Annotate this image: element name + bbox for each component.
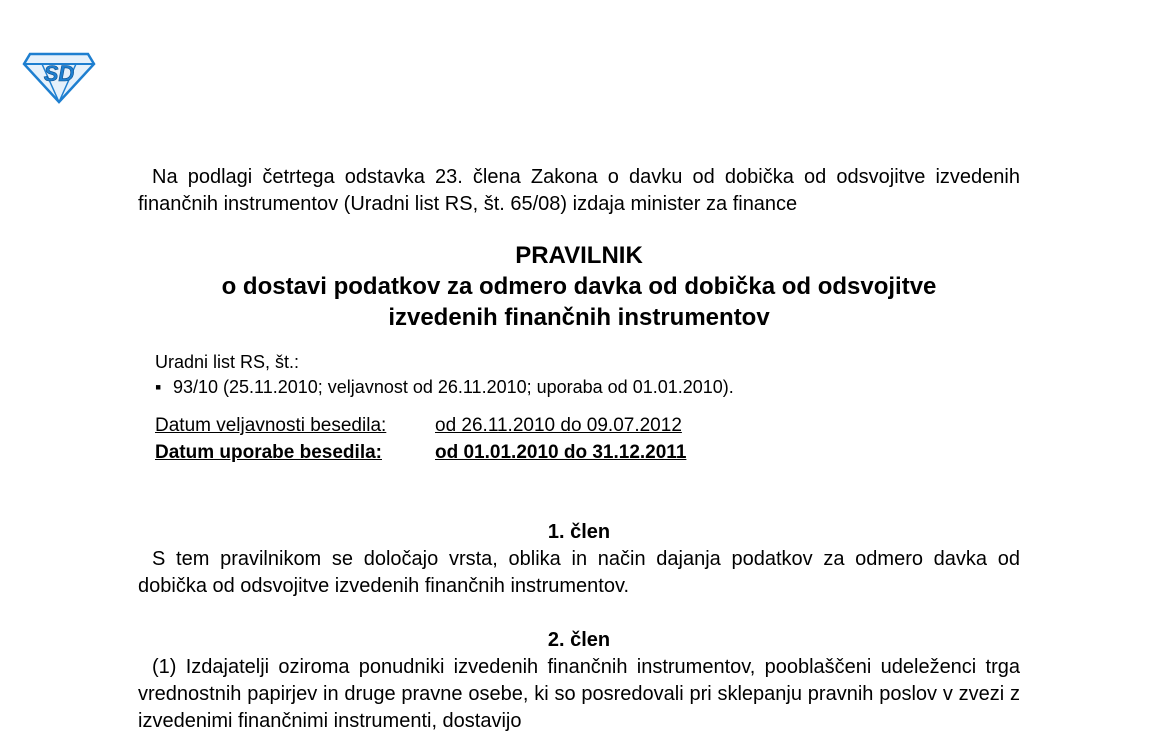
title-line-3: izvedenih finančnih instrumentov <box>388 304 770 331</box>
validity-date-value: od 26.11.2010 do 09.07.2012 <box>435 415 682 436</box>
date-info <box>155 412 1020 466</box>
logo-lettering: SD <box>43 61 75 86</box>
gazette-entry: 93/10 (25.11.2010; veljavnost od 26.11.2010; uporaba od 01.01.2010). <box>173 377 734 397</box>
gazette-info <box>155 350 1020 400</box>
article-1-text: S tem pravilnikom se določajo vrsta, oblika in način dajanja podatkov za odmero davka od dobička od odsvojitve izvedenih finančnih instrumentov. <box>138 548 1020 597</box>
document-title <box>138 240 1020 333</box>
title-line-2: o dostavi podatkov za odmero davka od dobička od odsvojitve <box>221 273 937 300</box>
document-body <box>138 164 1020 735</box>
title-line-1: PRAVILNIK <box>515 242 643 269</box>
diamond-logo-icon <box>22 46 96 104</box>
validity-date-row <box>155 412 1020 439</box>
bullet-icon: ▪ <box>155 377 162 397</box>
validity-date-label: Datum veljavnosti besedila: <box>155 415 387 436</box>
preamble-paragraph: Na podlagi četrtega odstavka 23. člena Zakona o davku od dobička od odsvojitve izvedenih finančnih instrumentov (Uradni list RS, št. 65/08) izdaja minister za finance <box>138 166 1020 215</box>
gazette-label: Uradni list RS, št.: <box>155 352 300 372</box>
use-date-row <box>155 439 1020 466</box>
article-2-heading: 2. člen <box>547 629 611 651</box>
article-1-heading: 1. člen <box>547 521 611 543</box>
use-date-value: od 01.01.2010 do 31.12.2011 <box>435 442 687 463</box>
use-date-label: Datum uporabe besedila: <box>155 442 382 463</box>
article-2-text: (1) Izdajatelji oziroma ponudniki izvedenih finančnih instrumentov, pooblaščeni udeleženci trga vrednostnih papirjev in druge pravne osebe, ki so posredovali pri sklepanju pravnih poslov v zvezi z izvedenimi finančnimi instrumenti, dostavijo <box>138 656 1020 732</box>
publisher-logo <box>22 46 96 104</box>
gazette-entry-row <box>155 375 1020 400</box>
